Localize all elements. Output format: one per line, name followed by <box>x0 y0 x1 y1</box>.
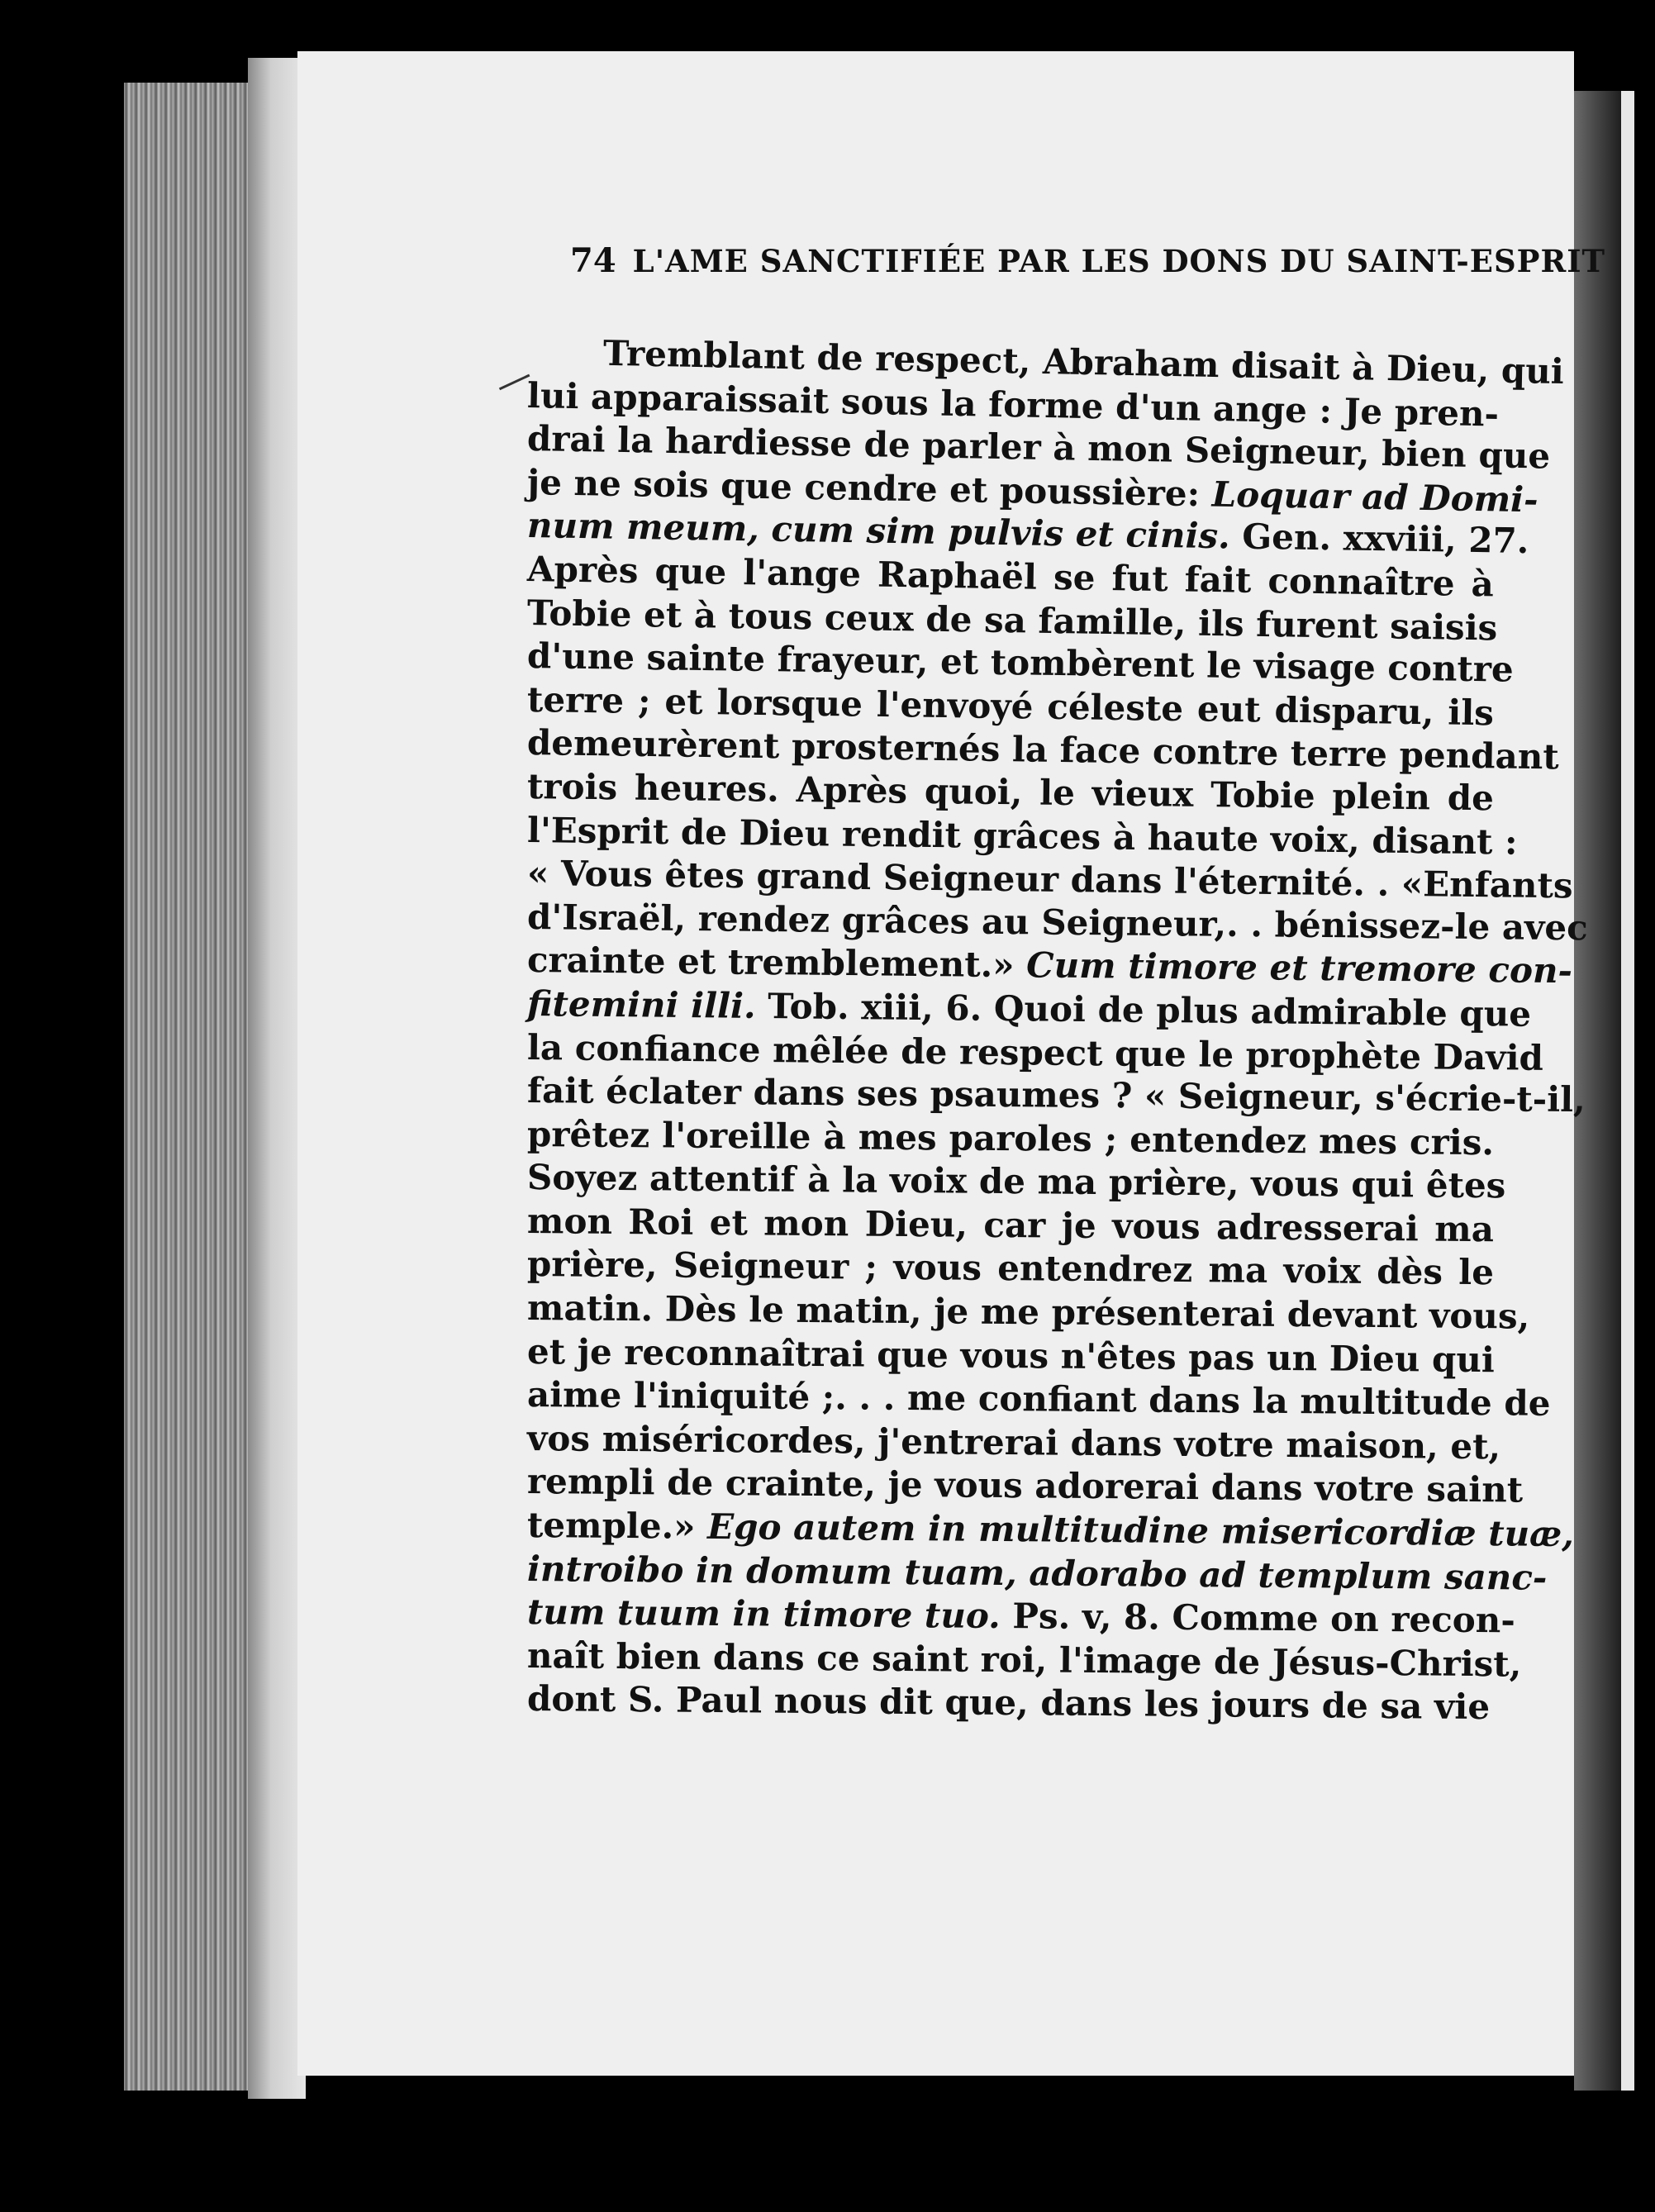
text-segment: aime l'iniquité ;. . . me confiant dans la multitude de <box>526 1374 1551 1425</box>
text-segment: Tremblant de respect, Abraham disait à Dieu, qui <box>602 332 1565 392</box>
text-segment: trois heures. Après quoi, le vieux Tobie plein de <box>526 765 1495 819</box>
text-line <box>527 1677 1494 1729</box>
page-number: 74 <box>570 241 616 280</box>
text-line <box>526 1287 1530 1339</box>
text-segment: terre ; et lorsque l'envoyé céleste eut disparu, ils <box>526 678 1495 734</box>
latin-quote: num meum, cum sim pulvis et cinis. <box>526 505 1231 557</box>
text-segment: fait éclater dans ses psaumes ? « Seigneur, s'écrie-t-il, <box>526 1070 1586 1120</box>
text-segment: Tob. xiii, 6. Quoi de plus admirable que <box>755 985 1532 1035</box>
text-segment: demeurèrent prosternés la face contre terre pendant <box>526 722 1560 778</box>
text-segment: l'Esprit de Dieu rendit grâces à haute voix, disant : <box>526 809 1518 863</box>
text-segment: naît bien dans ce saint roi, l'image de Jésus-Christ, <box>526 1634 1522 1685</box>
text-segment: Tobie et à tous ceux de sa famille, ils furent saisis <box>526 592 1498 649</box>
latin-quote: Loquar ad Domi- <box>1211 473 1538 521</box>
text-segment: Gen. xxviii, 27. <box>1229 516 1529 562</box>
text-segment: temple.» <box>526 1505 708 1547</box>
text-line <box>526 1504 1575 1556</box>
body-text <box>526 331 1589 1728</box>
text-segment: Ps. v, 8. Comme on recon- <box>1000 1596 1515 1641</box>
text-segment: rempli de crainte, je vous adorerai dans votre saint <box>526 1461 1524 1510</box>
text-segment: Soyez attentif à la voix de ma prière, vous qui êtes <box>526 1157 1506 1206</box>
text-segment: prêtez l'oreille à mes paroles ; entendez mes cris. <box>526 1113 1495 1163</box>
latin-quote: tum tuum in timore tuo. <box>526 1591 1001 1637</box>
text-segment: prière, Seigneur ; vous entendrez ma voix dès le <box>526 1244 1495 1293</box>
text-segment: lui apparaissait sous la forme d'un ange : Je pren- <box>526 374 1500 435</box>
latin-quote: introibo in domum tuam, adorabo ad templum sanc- <box>526 1548 1548 1598</box>
text-segment: la confiance mêlée de respect que le prophète David <box>526 1026 1544 1078</box>
text-segment: dont S. Paul nous dit que, dans les jours de sa vie <box>526 1678 1491 1728</box>
latin-quote: Cum timore et tremore con- <box>1025 944 1573 992</box>
text-segment: d'Israël, rendez grâces au Seigneur,. . bénissez-le avec <box>526 896 1589 949</box>
text-segment: et je reconnaîtrai que vous n'êtes pas un Dieu qui <box>526 1330 1496 1380</box>
text-segment: Après que l'ange Raphaël se fut fait connaître à <box>526 548 1495 605</box>
text-segment: « Vous êtes grand Seigneur dans l'éternité. . «Enfants <box>526 853 1573 906</box>
text-segment: crainte et tremblement.» <box>526 940 1027 986</box>
text-segment: matin. Dès le matin, je me présenterai devant vous, <box>526 1287 1530 1337</box>
text-segment: d'une sainte frayeur, et tombèrent le visage contre <box>526 635 1515 690</box>
latin-quote: Ego autem in multitudine misericordiæ tuæ, <box>706 1506 1575 1555</box>
facing-page-edge <box>1621 91 1634 2091</box>
text-segment: vos miséricordes, j'entrerai dans votre maison, et, <box>526 1417 1501 1468</box>
running-header <box>570 241 1606 280</box>
running-title: L'AME SANCTIFIÉE PAR LES DONS DU SAINT-ESPRIT <box>632 243 1606 279</box>
text-line <box>526 1069 1586 1121</box>
text-segment: mon Roi et mon Dieu, car je vous adresserai ma <box>526 1200 1495 1250</box>
latin-quote: fitemini illi. <box>526 982 756 1026</box>
text-segment: drai la hardiesse de parler à mon Seigneur, bien que <box>526 418 1551 477</box>
text-segment: je ne sois que cendre et poussière: <box>526 461 1213 515</box>
